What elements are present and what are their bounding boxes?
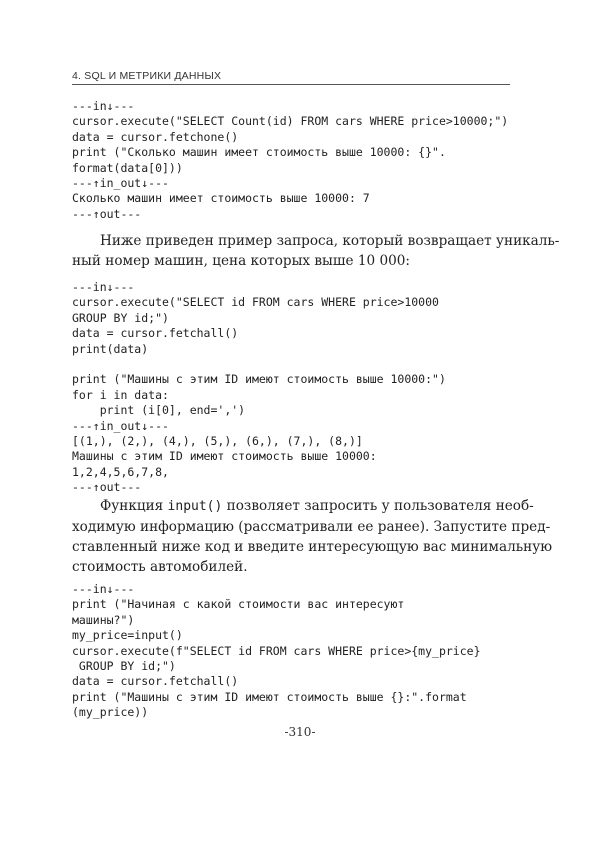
- paragraph-line: ставленный ниже код и введите интересующую вас минимальную: [72, 539, 553, 555]
- code-line: ---↑in_out↓---: [72, 175, 169, 190]
- paragraph-line: [72, 496, 534, 517]
- code-line: data = cursor.fetchone(): [72, 129, 239, 144]
- page-number: -310-: [284, 725, 316, 739]
- body-paragraph-input-function: [72, 496, 553, 577]
- code-block-fetchall: [72, 280, 446, 495]
- code-line: cursor.execute("SELECT id FROM cars WHERE price>10000: [72, 295, 439, 310]
- code-line: print ("Машины с этим ID имеют стоимость выше 10000:"): [72, 372, 446, 387]
- code-line: Машины с этим ID имеют стоимость выше 10000:: [72, 449, 377, 464]
- code-line: my_price=input(): [72, 628, 183, 643]
- code-line: ---↑in_out↓---: [72, 418, 169, 433]
- code-line: [72, 357, 446, 372]
- code-line: cursor.execute(f"SELECT id FROM cars WHERE price>{my_price}: [72, 643, 481, 658]
- code-line: print ("Сколько машин имеет стоимость выше 10000: {}".: [72, 145, 446, 160]
- code-block-fetchone: [72, 99, 508, 222]
- running-header: 4. SQL И МЕТРИКИ ДАННЫХ: [72, 70, 510, 85]
- paragraph-line: стоимость автомобилей.: [72, 559, 248, 575]
- paragraph-text: позволяет запросить у пользователя необ-: [222, 498, 534, 514]
- code-line: print(data): [72, 341, 149, 356]
- code-line: (my_price)): [72, 705, 149, 720]
- code-line: GROUP BY id;"): [72, 658, 176, 673]
- code-line: [(1,), (2,), (4,), (5,), (6,), (7,), (8,)]: [72, 433, 363, 448]
- body-paragraph-unique-ids: [72, 231, 560, 271]
- code-block-input-price: [72, 582, 481, 721]
- paragraph-line: ный номер машин, цена которых выше 10 000:: [72, 253, 411, 269]
- code-line: print ("Машины с этим ID имеют стоимость выше {}:".format: [72, 689, 467, 704]
- code-line: 1,2,4,5,6,7,8,: [72, 464, 169, 479]
- code-line: data = cursor.fetchall(): [72, 326, 239, 341]
- code-line: ---in↓---: [72, 582, 135, 596]
- code-line: машины?"): [72, 612, 135, 627]
- code-line: Сколько машин имеет стоимость выше 10000: 7: [72, 191, 370, 206]
- code-line: print ("Начиная с какой стоимости вас интересуют: [72, 597, 405, 612]
- code-line: ---↑out---: [72, 480, 142, 495]
- code-line: ---in↓---: [72, 280, 135, 294]
- code-line: ---in↓---: [72, 99, 135, 113]
- code-line: GROUP BY id;"): [72, 310, 169, 325]
- code-line: for i in data:: [72, 387, 169, 402]
- code-line: cursor.execute("SELECT Count(id) FROM cars WHERE price>10000;"): [72, 114, 509, 129]
- paragraph-line: Ниже приведен пример запроса, который возвращает уникаль-: [100, 233, 560, 249]
- code-line: ---↑out---: [72, 206, 142, 221]
- paragraph-line: ходимую информацию (рассматривали ее ранее). Запустите пред-: [72, 519, 551, 535]
- paragraph-text: Функция: [100, 498, 168, 514]
- code-line: print (i[0], end=','): [72, 403, 246, 418]
- code-line: format(data[0])): [72, 160, 183, 175]
- code-line: data = cursor.fetchall(): [72, 674, 239, 689]
- inline-code: input(): [167, 499, 223, 514]
